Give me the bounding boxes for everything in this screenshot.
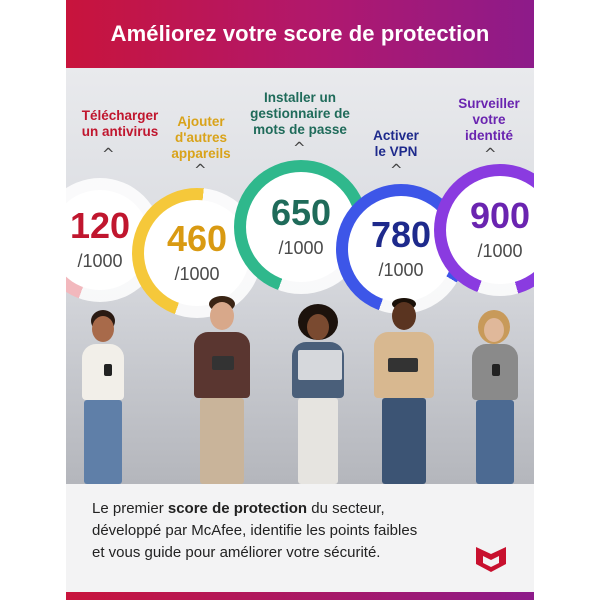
banner-title: Améliorez votre score de protection [110,21,490,46]
phone-icon [104,364,112,376]
steps-row [66,68,534,179]
footer-text-part: Le premier [92,500,168,517]
score-value: 780 [370,214,432,255]
promo-card [66,0,534,600]
footer-text-bold: score de protection [167,500,308,517]
head [392,302,416,330]
step-label-line: un antivirus [81,124,159,139]
score-max: /1000 [174,264,220,284]
caret-up-icon: ^ [194,161,207,179]
tablet-icon [212,356,234,370]
legs [298,398,338,484]
score-max: /1000 [278,238,324,258]
step-label-line: le VPN [374,144,418,159]
head [210,302,234,330]
caret-up-icon: ^ [102,145,115,163]
step-label-line: Surveiller [458,96,520,111]
phone-icon [492,364,500,376]
step-label-line: d'autres [175,130,227,145]
footer-text-part: du secteur, [307,500,385,517]
person-3 [278,304,362,484]
caret-up-icon: ^ [293,139,306,157]
legs [476,400,514,484]
head [307,314,329,340]
bottom-accent-bar [66,592,534,600]
step-label-identity [448,96,530,144]
step-label-line: identité [464,128,513,143]
score-max: /1000 [378,260,424,280]
step-label-devices [160,114,242,162]
person-5 [456,308,534,484]
score-value: 120 [69,205,131,246]
person-1 [66,308,146,484]
hero-photo [66,68,534,484]
score-max: /1000 [77,251,123,271]
legs [382,398,426,484]
mcafee-shield-icon [474,544,508,574]
footer-line-3: et vous guide pour améliorer votre sécurité. [92,544,381,561]
score-value: 650 [270,192,332,233]
step-label-line: Télécharger [81,108,159,123]
footer-line-2: développé par McAfee, identifie les points faibles [92,522,418,539]
person-4 [362,294,446,484]
person-2 [182,294,262,484]
caret-up-icon: ^ [484,145,497,163]
step-label-line: gestionnaire de [250,106,350,121]
step-label-line: votre [472,112,506,127]
legs [84,400,122,484]
step-label-password-manager [240,90,360,138]
step-label-line: Activer [373,128,419,143]
laptop-icon [298,350,342,380]
head [92,316,114,342]
torso [82,344,124,400]
score-value: 900 [469,195,531,236]
caret-up-icon: ^ [390,161,403,179]
footer-text [92,498,472,564]
step-label-antivirus [70,108,170,140]
step-label-line: appareils [171,146,231,161]
header-banner [66,0,534,68]
score-max: /1000 [477,241,523,261]
step-label-vpn [360,128,432,160]
tablet-icon [388,358,418,372]
footer-line-1 [92,498,472,520]
head [484,318,504,342]
step-label-line: mots de passe [253,122,347,137]
footer-panel [66,484,534,600]
step-label-line: Ajouter [177,114,225,129]
step-label-line: Installer un [263,90,336,105]
legs [200,398,244,484]
score-value: 460 [166,218,228,259]
